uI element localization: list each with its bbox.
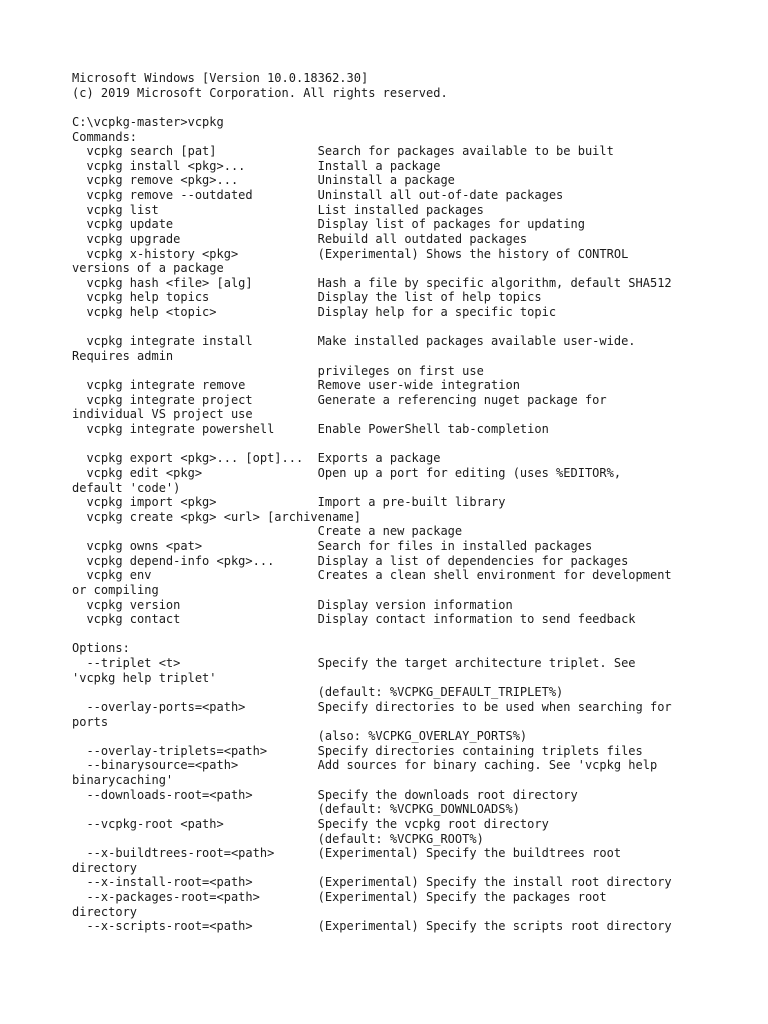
console-line: vcpkg x-history <pkg> (Experimental) Shows the history of CONTROL bbox=[72, 246, 629, 261]
console-line: --x-packages-root=<path> (Experimental) Specify the packages root bbox=[72, 890, 607, 904]
console-line: vcpkg import <pkg> Import a pre-built library bbox=[72, 495, 506, 510]
console-line bbox=[72, 320, 762, 335]
console-line: --overlay-ports=<path> Specify directories to be used when searching for bbox=[72, 699, 672, 714]
console-line: vcpkg create <pkg> <url> [archivename] bbox=[72, 509, 361, 524]
console-line: vcpkg integrate install Make installed packages available user-wide. bbox=[72, 334, 636, 349]
console-line: (c) 2019 Microsoft Corporation. All rights reserved. bbox=[72, 85, 448, 100]
console-line: (default: %VCPKG_DEFAULT_TRIPLET%) bbox=[72, 685, 564, 700]
console-line: individual VS project use bbox=[72, 407, 253, 422]
console-line: --x-scripts-root=<path> (Experimental) Specify the scripts root directory bbox=[72, 919, 672, 934]
console-line: --triplet <t> Specify the target architecture triplet. See bbox=[72, 656, 636, 670]
console-line: vcpkg depend-info <pkg>... Display a list of dependencies for packages bbox=[72, 553, 629, 568]
console-line: vcpkg contact Display contact information to send feedback bbox=[72, 612, 636, 627]
console-line: vcpkg version Display version information bbox=[72, 597, 513, 612]
console-line: vcpkg hash <file> [alg] Hash a file by specific algorithm, default SHA512 bbox=[72, 275, 672, 290]
console-line: C:\vcpkg-master>vcpkg bbox=[72, 114, 224, 129]
console-line: vcpkg search [pat] Search for packages available to be built bbox=[72, 144, 614, 159]
console-line: 'vcpkg help triplet' bbox=[72, 670, 217, 685]
console-line: vcpkg integrate remove Remove user-wide integration bbox=[72, 378, 520, 393]
console-line: directory bbox=[72, 860, 138, 875]
console-line: directory bbox=[72, 904, 138, 919]
console-line: (also: %VCPKG_OVERLAY_PORTS%) bbox=[72, 729, 528, 744]
console-line: --x-install-root=<path> (Experimental) Specify the install root directory bbox=[72, 875, 672, 890]
console-line bbox=[72, 100, 762, 115]
console-line: (default: %VCPKG_DOWNLOADS%) bbox=[72, 802, 520, 817]
console-line bbox=[72, 437, 762, 452]
console-line: ports bbox=[72, 714, 109, 729]
console-line: default 'code') bbox=[72, 480, 181, 495]
console-line: vcpkg owns <pat> Search for files in installed packages bbox=[72, 539, 593, 553]
console-line: --downloads-root=<path> Specify the downloads root directory bbox=[72, 787, 578, 802]
console-line: Create a new package bbox=[72, 524, 463, 539]
console-line: vcpkg remove <pkg>... Uninstall a package bbox=[72, 173, 455, 188]
console-output bbox=[72, 71, 762, 934]
console-line bbox=[72, 627, 762, 642]
console-line: vcpkg remove --outdated Uninstall all out-of-date packages bbox=[72, 188, 564, 202]
console-line: Microsoft Windows [Version 10.0.18362.30] bbox=[72, 71, 369, 85]
console-line: vcpkg install <pkg>... Install a package bbox=[72, 158, 441, 173]
console-line: vcpkg export <pkg>... [opt]... Exports a package bbox=[72, 451, 441, 466]
console-line: --binarysource=<path> Add sources for binary caching. See 'vcpkg help bbox=[72, 758, 658, 773]
console-line: vcpkg update Display list of packages for updating bbox=[72, 217, 585, 232]
console-line: vcpkg help topics Display the list of help topics bbox=[72, 290, 542, 305]
console-line: Commands: bbox=[72, 129, 138, 144]
console-line: vcpkg list List installed packages bbox=[72, 202, 484, 217]
console-line: --overlay-triplets=<path> Specify directories containing triplets files bbox=[72, 743, 643, 758]
console-line: --x-buildtrees-root=<path> (Experimental) Specify the buildtrees root bbox=[72, 846, 622, 861]
console-line: privileges on first use bbox=[72, 363, 484, 378]
console-line: vcpkg help <topic> Display help for a specific topic bbox=[72, 305, 557, 319]
console-line: vcpkg integrate powershell Enable PowerShell tab-completion bbox=[72, 422, 549, 436]
console-line: vcpkg edit <pkg> Open up a port for editing (uses %EDITOR%, bbox=[72, 465, 622, 480]
console-line: vcpkg upgrade Rebuild all outdated packages bbox=[72, 231, 528, 246]
console-line: or compiling bbox=[72, 582, 159, 597]
console-line: versions of a package bbox=[72, 261, 224, 276]
console-line: Options: bbox=[72, 641, 130, 656]
console-line: vcpkg integrate project Generate a referencing nuget package for bbox=[72, 392, 607, 407]
console-line: Requires admin bbox=[72, 348, 174, 363]
console-line: binarycaching' bbox=[72, 773, 174, 787]
console-line: vcpkg env Creates a clean shell environment for development bbox=[72, 568, 672, 583]
console-line: (default: %VCPKG_ROOT%) bbox=[72, 831, 484, 846]
console-line: --vcpkg-root <path> Specify the vcpkg root directory bbox=[72, 816, 549, 831]
